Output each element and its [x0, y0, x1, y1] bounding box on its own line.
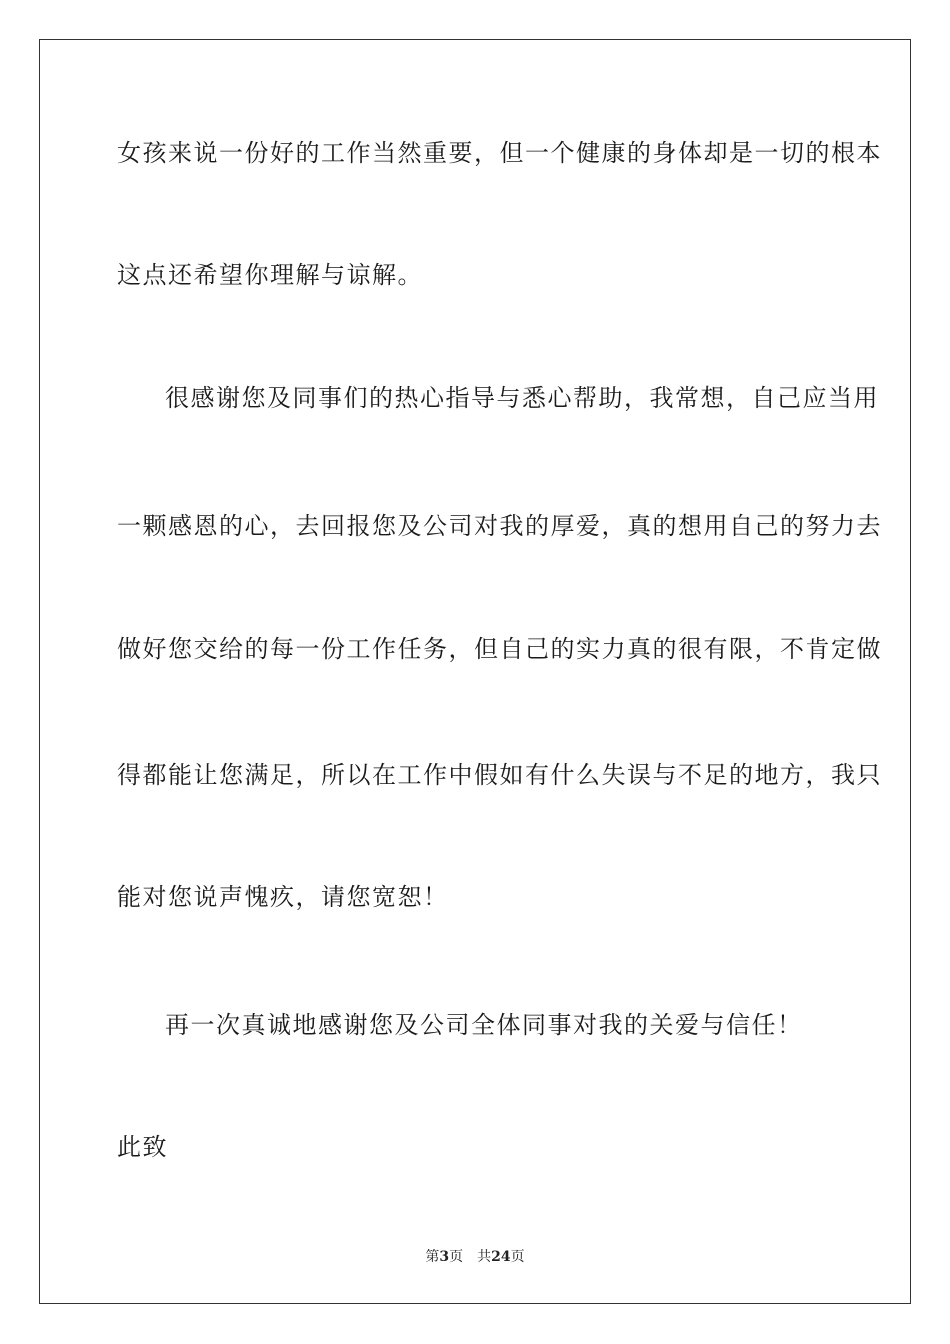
page-footer	[0, 1248, 950, 1266]
footer-total-prefix: 共	[477, 1249, 492, 1265]
footer-page-current: 3	[439, 1249, 450, 1265]
footer-page-prefix: 第	[425, 1249, 440, 1265]
paragraph-line: 做好您交给的每一份工作任务，但自己的实力真的很有限，不肯定做	[117, 635, 882, 663]
page-border	[39, 39, 911, 1304]
paragraph-line: 女孩来说一份好的工作当然重要，但一个健康的身体却是一切的根本	[117, 139, 882, 167]
footer-page-total: 24	[491, 1249, 511, 1265]
paragraph-line: 能对您说声愧疚，请您宽恕！	[117, 883, 449, 911]
paragraph-line-indented: 再一次真诚地感谢您及公司全体同事对我的关爱与信任！	[165, 1011, 803, 1039]
footer-page-suffix: 页	[449, 1249, 464, 1265]
footer-total-suffix: 页	[510, 1249, 525, 1265]
paragraph-line-indented: 很感谢您及同事们的热心指导与悉心帮助，我常想，自己应当用	[165, 384, 879, 412]
closing-line: 此致	[117, 1133, 168, 1161]
paragraph-line: 得都能让您满足，所以在工作中假如有什么失误与不足的地方，我只	[117, 761, 882, 789]
paragraph-line: 一颗感恩的心，去回报您及公司对我的厚爱，真的想用自己的努力去	[117, 512, 882, 540]
paragraph-line: 这点还希望你理解与谅解。	[117, 261, 423, 289]
